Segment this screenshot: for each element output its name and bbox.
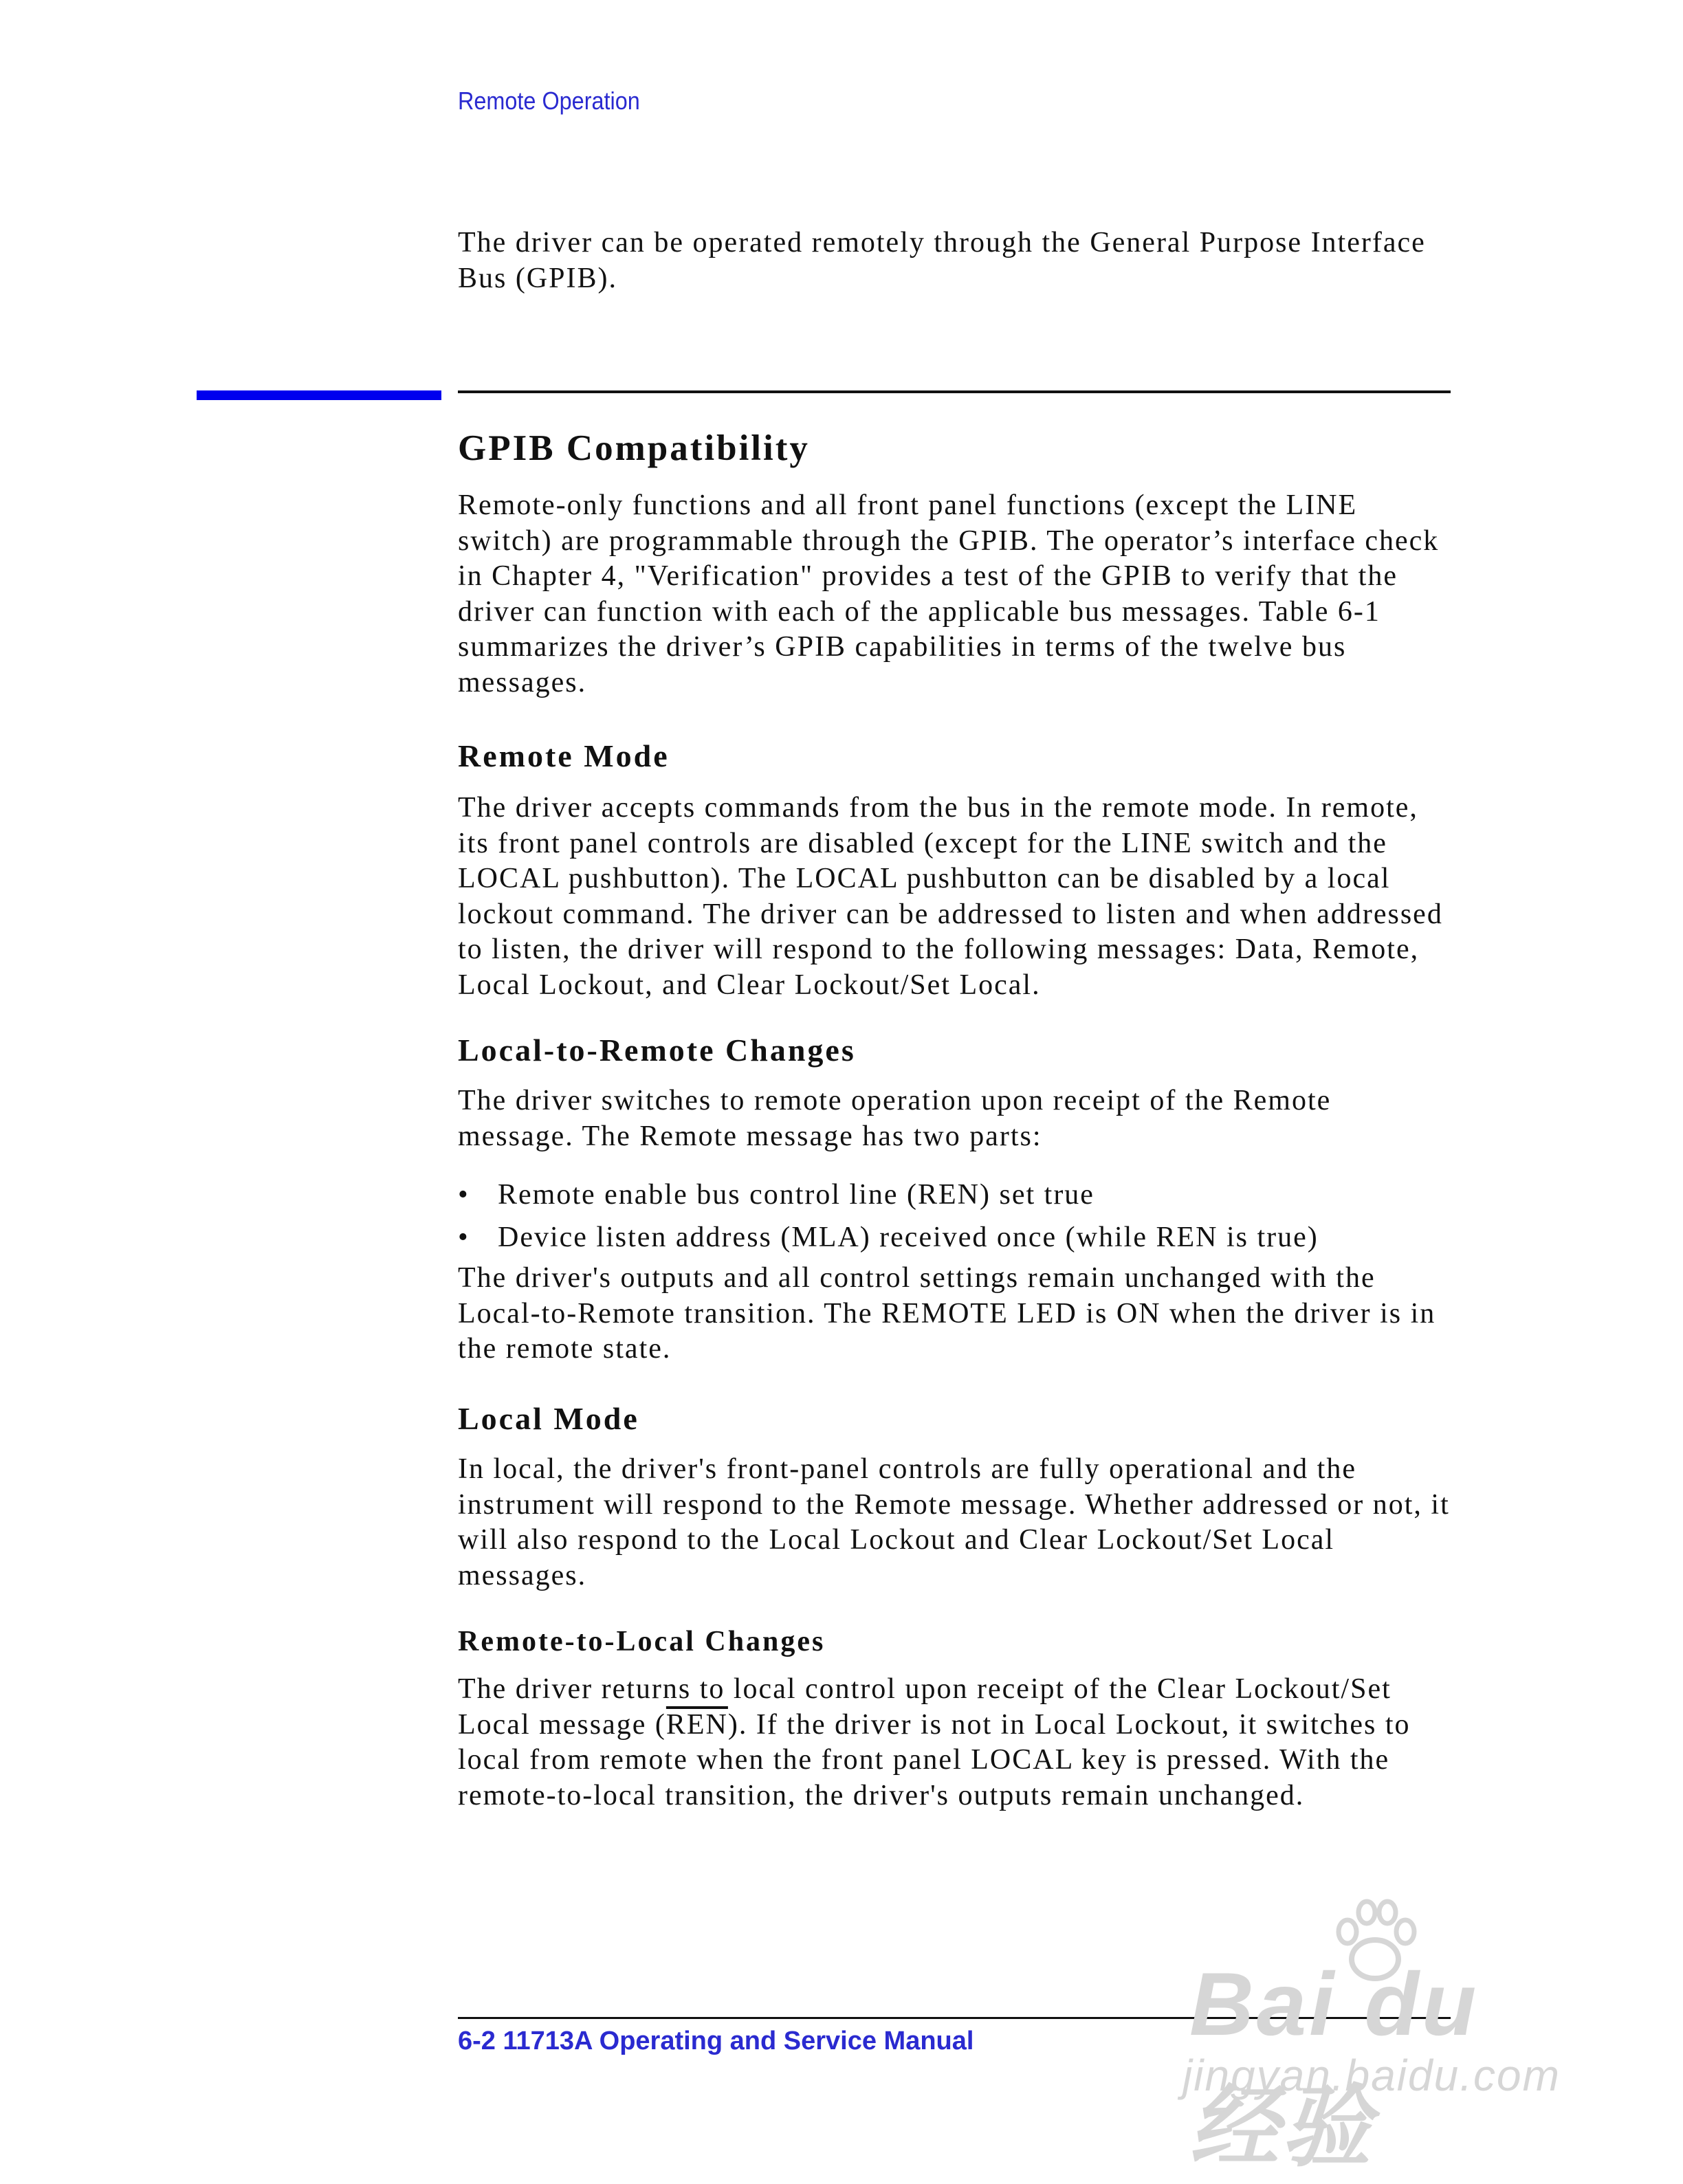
heading-remote-to-local: Remote-to-Local Changes <box>458 1626 826 1657</box>
footer-text: 6-2 11713A Operating and Service Manual <box>458 2027 974 2055</box>
remote-mode-paragraph: The driver accepts commands from the bus in the remote mode. In remote, its front panel controls are disabled (except for the LINE switch and the LOCAL pushbutton). The LOCAL pushbutton can be disabled by a local lockout command. The driver can be addressed to listen and when addressed to listen, the driver will respond to the following messages: Data, Remote, Local Lockout, and Clear Lockout/Set Local. <box>458 792 1443 1001</box>
footer-rule <box>458 2017 1451 2019</box>
heading-local-mode: Local Mode <box>458 1401 639 1436</box>
baidu-watermark <box>1169 1897 1595 2177</box>
watermark-url: jingyan.baidu.com <box>1182 2051 1561 2100</box>
section-accent-bar <box>197 390 441 400</box>
list-item <box>458 1216 1451 1259</box>
heading-gpib-compatibility: GPIB Compatibility <box>458 428 810 468</box>
remote-message-parts-list <box>458 1173 1451 1259</box>
bullet-icon: • <box>458 1179 470 1211</box>
local-to-remote-after-paragraph: The driver's outputs and all control settings remain unchanged with the Local-to-Remote transition. The REMOTE LED is ON when the driver is in the remote state. <box>458 1262 1436 1365</box>
paw-icon <box>1327 1897 1423 1987</box>
remote-to-local-paragraph <box>458 1672 1451 1813</box>
heading-local-to-remote: Local-to-Remote Changes <box>458 1033 856 1068</box>
remote-to-local-text-end: ). If the driver is not in Local Lockout, it switches to local from remote when the front panel LOCAL key is pressed. With the remote-to-local transition, the driver's outputs remain unchanged. <box>458 1708 1411 1811</box>
heading-remote-mode: Remote Mode <box>458 738 670 773</box>
list-item <box>458 1173 1451 1216</box>
ren-overline-term: $\overline{REN}$ <box>666 1708 728 1741</box>
section-rule <box>458 390 1451 393</box>
bullet-icon: • <box>458 1222 470 1253</box>
list-item-text: Device listen address (MLA) received once (while REN is true) <box>498 1222 1319 1253</box>
watermark-logo: Bai du 经验 <box>1189 1954 1480 2177</box>
running-head: Remote Operation <box>458 87 640 115</box>
local-mode-paragraph: In local, the driver's front-panel controls are fully operational and the instrument will respond to the Remote message. Whether addressed or not, it will also respond to the Local Lockout and Clear Lockout/Set Local messages. <box>458 1453 1450 1591</box>
local-to-remote-paragraph: The driver switches to remote operation upon receipt of the Remote message. The Remote message has two parts: <box>458 1085 1332 1152</box>
list-item-text: Remote enable bus control line (REN) set true <box>498 1179 1094 1211</box>
intro-paragraph: The driver can be operated remotely through the General Purpose Interface Bus (GPIB). <box>458 227 1426 294</box>
gpib-paragraph: Remote-only functions and all front panel functions (except the LINE switch) are programmable through the GPIB. The operator’s interface check in Chapter 4, "Verification" provides a test of the GPIB to verify that the driver can function with each of the applicable bus messages. Table 6-1 summarizes the driver’s GPIB capabilities in terms of the twelve bus messages. <box>458 489 1440 698</box>
remote-to-local-text-start: The driver returns to local control upon receipt of the Clear Lockout/Set Local message ( <box>458 1673 1392 1741</box>
